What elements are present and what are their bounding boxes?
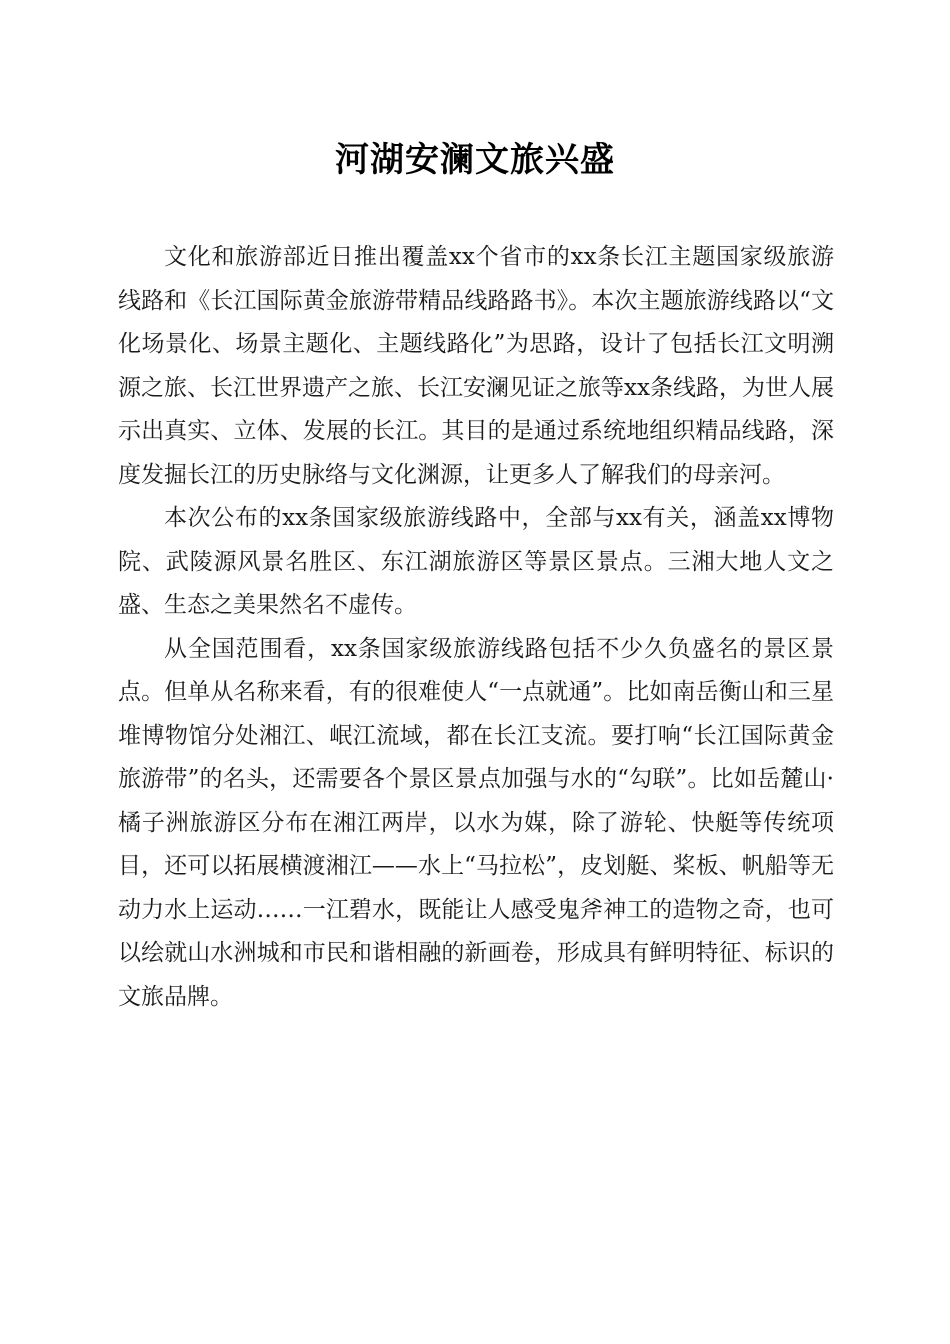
document-body bbox=[118, 236, 834, 1019]
paragraph-1: 文化和旅游部近日推出覆盖xx个省市的xx条长江主题国家级旅游线路和《长江国际黄金旅游带精品线路路书》。本次主题旅游线路以“文化场景化、场景主题化、主题线路化”为思路，设计了包括长江文明溯源之旅、长江世界遗产之旅、长江安澜见证之旅等xx条线路，为世人展示出真实、立体、发展的长江。其目的是通过系统地组织精品线路，深度发掘长江的历史脉络与文化渊源，让更多人了解我们的母亲河。 bbox=[118, 244, 834, 488]
document-title: 河湖安澜文旅兴盛 bbox=[335, 140, 615, 180]
paragraph-3: 从全国范围看，xx条国家级旅游线路包括不少久负盛名的景区景点。但单从名称来看，有的很难使人“一点就通”。比如南岳衡山和三星堆博物馆分处湘江、岷江流域，都在长江支流。要打响“长江国际黄金旅游带”的名头，还需要各个景区景点加强与水的“勾联”。比如岳麓山·橘子洲旅游区分布在湘江两岸，以水为媒，除了游轮、快艇等传统项目，还可以拓展横渡湘江——水上“马拉松”，皮划艇、桨板、帆船等无动力水上运动……一江碧水，既能让人感受鬼斧神工的造物之奇，也可以绘就山水洲城和市民和谐相融的新画卷，形成具有鲜明特征、标识的文旅品牌。 bbox=[118, 635, 834, 1010]
paragraph-2: 本次公布的xx条国家级旅游线路中，全部与xx有关，涵盖xx博物院、武陵源风景名胜区、东江湖旅游区等景区景点。三湘大地人文之盛、生态之美果然名不虚传。 bbox=[118, 505, 834, 618]
